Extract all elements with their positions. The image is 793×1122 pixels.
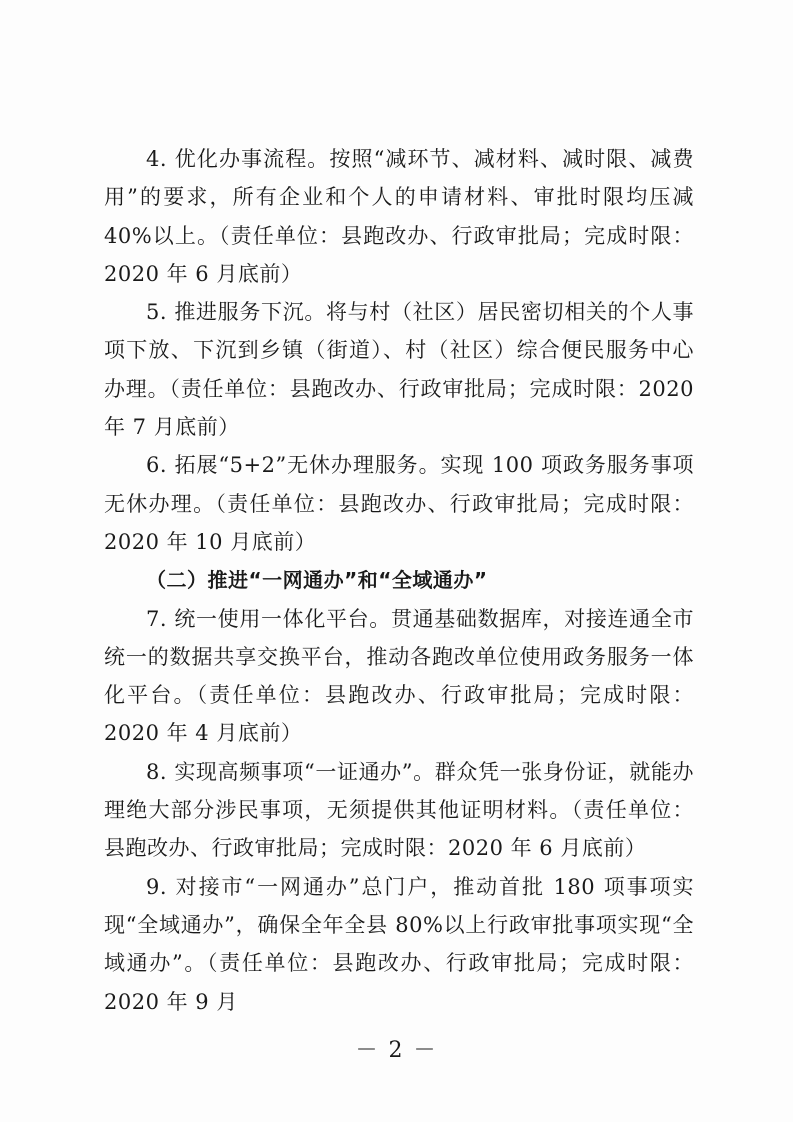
paragraph-item-7: 7. 统一使用一体化平台。贯通基础数据库，对接连通全市统一的数据共享交换平台，推动各跑改单位使用政务服务一体化平台。（责任单位：县跑改办、行政审批局；完成时限：2020 年 4 月底前） bbox=[104, 606, 694, 746]
page-number: － 2 － bbox=[355, 1038, 438, 1063]
paragraph-item-9: 9. 对接市“一网通办”总门户，推动首批 180 项事项实现“全域通办”，确保全年全县 80%以上行政审批事项实现“全域通办”。（责任单位：县跑改办、行政审批局；完成时限：2020 年 9 月 bbox=[104, 874, 694, 1014]
paragraph-item-8: 8. 实现高频事项“一证通办”。群众凭一张身份证，就能办理绝大部分涉民事项，无须提供其他证明材料。（责任单位：县跑改办、行政审批局；完成时限：2020 年 6 月底前） bbox=[104, 759, 694, 861]
paragraph-item-6: 6. 拓展“5+2”无休办理服务。实现 100 项政务服务事项无休办理。（责任单位：县跑改办、行政审批局；完成时限：2020 年 10 月底前） bbox=[104, 453, 694, 554]
section-heading: （二）推进“一网通办”和“全域通办” bbox=[146, 568, 488, 593]
document-body bbox=[104, 140, 694, 1021]
paragraph-item-5: 5. 推进服务下沉。将与村（社区）居民密切相关的个人事项下放、下沉到乡镇（街道）、村（社区）综合便民服务中心办理。（责任单位：县跑改办、行政审批局；完成时限：2020 年 7 月底前） bbox=[104, 300, 694, 440]
paragraph-item-4: 4. 优化办事流程。按照“减环节、减材料、减时限、减费用”的要求，所有企业和个人的申请材料、审批时限均压减 40%以上。（责任单位：县跑改办、行政审批局；完成时限：2020 年 6 月底前） bbox=[104, 147, 694, 286]
